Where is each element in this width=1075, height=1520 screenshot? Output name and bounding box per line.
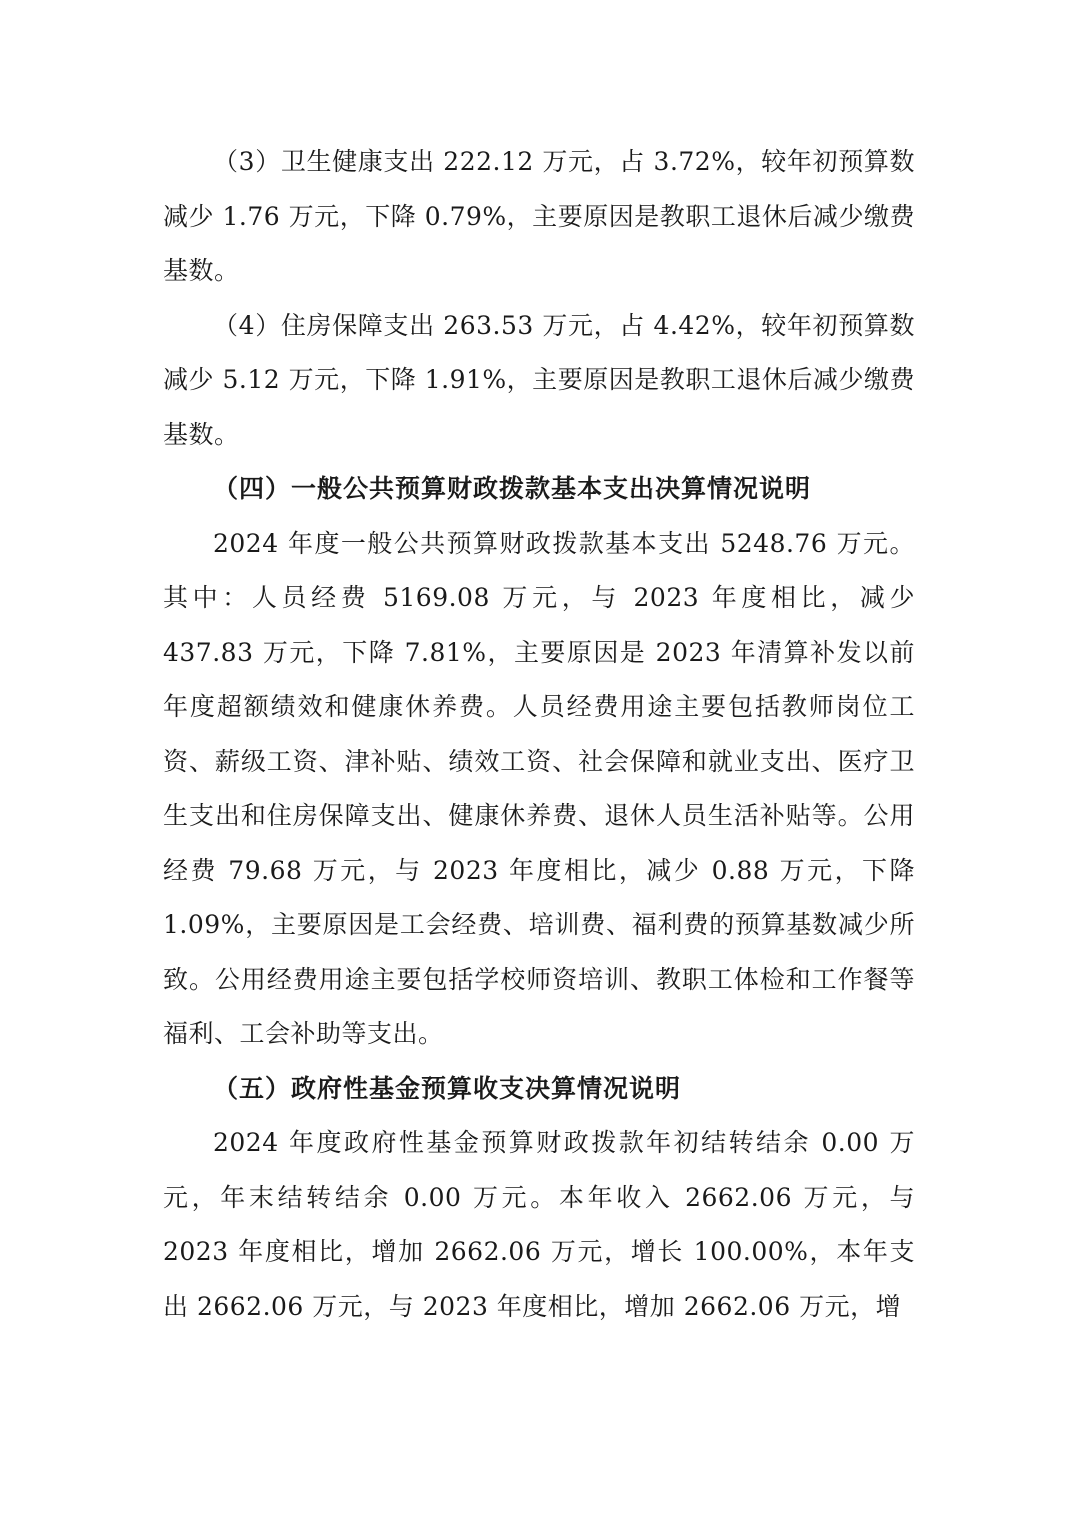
document-body — [163, 135, 915, 1334]
section-heading-government-fund: （五）政府性基金预算收支决算情况说明 — [213, 1073, 682, 1103]
paragraph-housing-expenditure: （4）住房保障支出 263.53 万元，占 4.42%，较年初预算数减少 5.12 万元，下降 1.91%，主要原因是教职工退休后减少缴费基数。 — [163, 310, 915, 449]
paragraph-health-expenditure: （3）卫生健康支出 222.12 万元，占 3.72%，较年初预算数减少 1.76 万元，下降 0.79%，主要原因是教职工退休后减少缴费基数。 — [163, 147, 915, 285]
paragraph-government-fund: 2024 年度政府性基金预算财政拨款年初结转结余 0.00 万元，年末结转结余 0.00 万元。本年收入 2662.06 万元，与 2023 年度相比，增加 2662.06 万元，增长 100.00%，本年支出 2662.06 万元，与 2023 年度相比，增加 2662.06 万元，增 — [163, 1128, 915, 1321]
paragraph-basic-expenditure: 2024 年度一般公共预算财政拨款基本支出 5248.76 万元。其中：人员经费 5169.08 万元，与 2023 年度相比，减少 437.83 万元，下降 7.81%，主要原因是 2023 年清算补发以前年度超额绩效和健康休养费。人员经费用途主要包括教师岗位工资、薪级工资、津补贴、绩效工资、社会保障和就业支出、医疗卫生支出和住房保障支出、健康休养费、退休人员生活补贴等。公用经费 79.68 万元，与 2023 年度相比，减少 0.88 万元，下降 1.09%，主要原因是工会经费、培训费、福利费的预算基数减少所致。公用经费用途主要包括学校师资培训、教职工体检和工作餐等福利、工会补助等支出。 — [163, 528, 915, 1048]
section-heading-basic-expenditure: （四）一般公共预算财政拨款基本支出决算情况说明 — [213, 474, 812, 503]
